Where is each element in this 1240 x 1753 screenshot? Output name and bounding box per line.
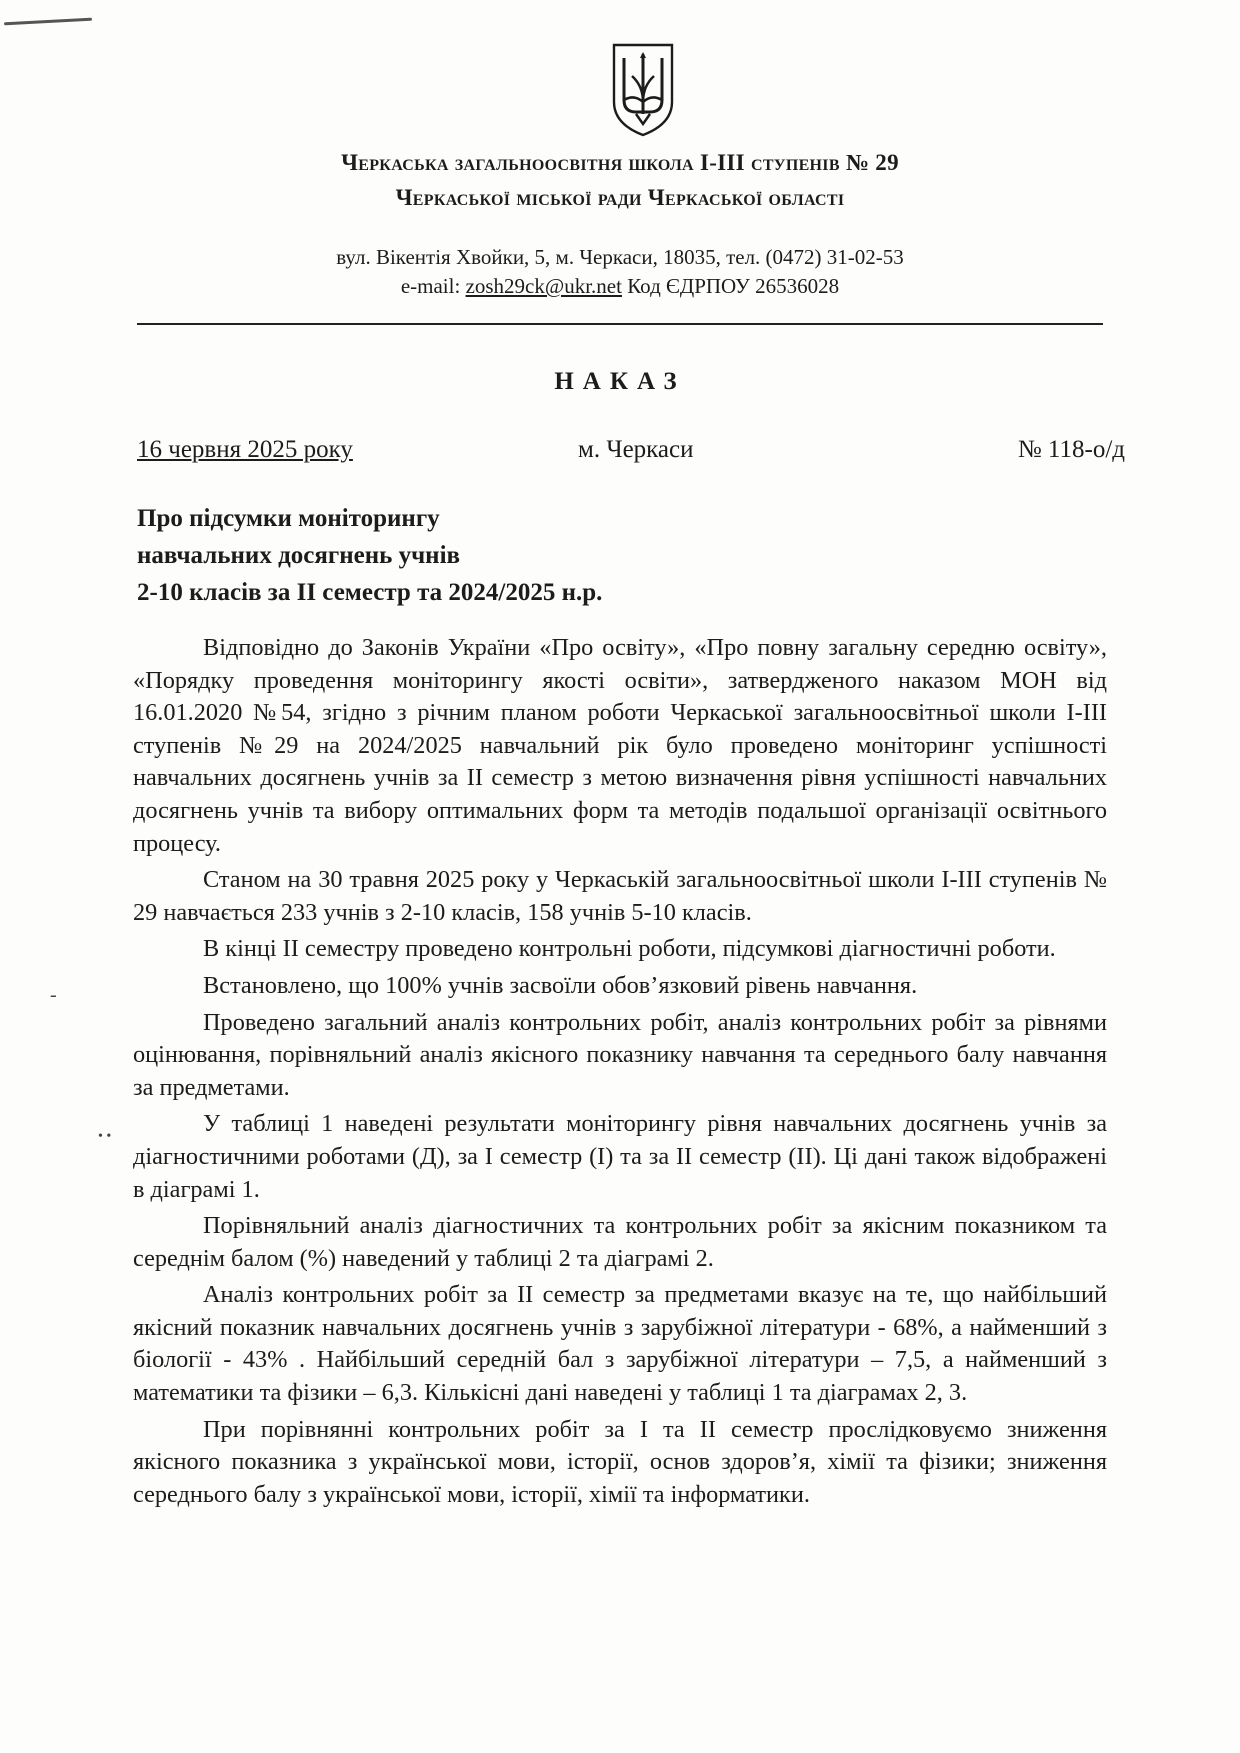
body-paragraph: У таблиці 1 наведені результати моніторингу рівня навчальних досягнень учнів за діагностичними роботами (Д), за І семестр (І) та за ІІ семестр (ІІ). Ці дані також відображені в діаграмі 1.	[133, 1110, 1107, 1203]
subject-line: 2-10 класів за ІІ семестр та 2024/2025 н.р.	[137, 579, 603, 606]
scan-speck: • •	[98, 1129, 112, 1144]
order-city: м. Черкаси	[578, 436, 694, 463]
scan-artifact-mark	[4, 18, 92, 26]
body-paragraph: Станом на 30 травня 2025 року у Черкаській загальноосвітньої школи І-ІІІ ступенів № 29 навчається 233 учнів з 2-10 класів, 158 учнів 5-10 класів.	[133, 866, 1107, 926]
body-paragraph: В кінці ІІ семестру проведено контрольні роботи, підсумкові діагностичні роботи.	[203, 935, 1056, 963]
body-paragraph: При порівнянні контрольних робіт за І та ІІ семестр прослідковуємо зниження якісного показника з української мови, історії, основ здоров’я, хімії та фізики; зниження середнього балу з української мови, історії, хімії та інформатики.	[133, 1415, 1107, 1508]
email-label: e-mail:	[400, 274, 461, 298]
order-number: № 118-о/д	[1017, 436, 1125, 463]
order-subject	[137, 500, 602, 611]
body-paragraph: Проведено загальний аналіз контрольних робіт, аналіз контрольних робіт за рівнями оцінювання, порівняльний аналіз якісного показнику навчання та середнього балу навчання за предметами.	[133, 1008, 1107, 1101]
subject-line: Про підсумки моніторингу	[137, 505, 440, 532]
school-contacts	[0, 274, 1240, 299]
school-name-line2: Черкаської міської ради Черкаської області	[395, 185, 845, 210]
scan-speck: -	[50, 984, 57, 1006]
edrpou-code: Код ЄДРПОУ 26536028	[627, 274, 840, 298]
email-link[interactable]: zosh29ck@ukr.net	[465, 274, 622, 298]
body-paragraph: Встановлено, що 100% учнів засвоїли обов’язковий рівень навчання.	[203, 971, 918, 999]
order-date: 16 червня 2025 року	[137, 436, 353, 463]
body-paragraph: Аналіз контрольних робіт за ІІ семестр за предметами вказує на те, що найбільший якісний показник навчальних досягнень учнів з зарубіжної літератури - 68%, а найменший з біології - 43% . Найбільший середній бал з зарубіжної літератури – 7,5, а найменший з математики та фізики – 6,3. Кількісні дані наведені у таблиці 1 та діаграмах 2, 3.	[133, 1281, 1107, 1407]
subject-line: навчальних досягнень учнів	[137, 542, 461, 569]
order-body	[133, 632, 1107, 1515]
header-divider	[137, 323, 1103, 325]
document-type-title: НАКАЗ	[554, 368, 686, 395]
body-paragraph: Порівняльний аналіз діагностичних та контрольних робіт за якісним показником та середнім балом (%) наведений у таблиці 2 та діаграмі 2.	[133, 1212, 1107, 1272]
school-address: вул. Вікентія Хвойки, 5, м. Черкаси, 18035, тел. (0472) 31-02-53	[336, 245, 904, 269]
school-name-line1: Черкаська загальноосвітня школа І-ІІІ ступенів № 29	[341, 150, 899, 175]
body-paragraph: Відповідно до Законів України «Про освіту», «Про повну загальну середню освіту», «Порядку проведення моніторингу якості освіти», затвердженого наказом МОН від 16.01.2020 №54, згідно з річним планом роботи Черкаської загальноосвітньої школи І-ІІІ ступенів №29 на 2024/2025 навчальний рік було проведено моніторинг успішності навчальних досягнень учнів за ІІ семестр з метою визначення рівня успішності навчальних досягнень учнів та вибору оптимальних форм та методів подальшої організації освітнього процесу.	[133, 634, 1107, 857]
trident-emblem-icon	[610, 42, 676, 138]
